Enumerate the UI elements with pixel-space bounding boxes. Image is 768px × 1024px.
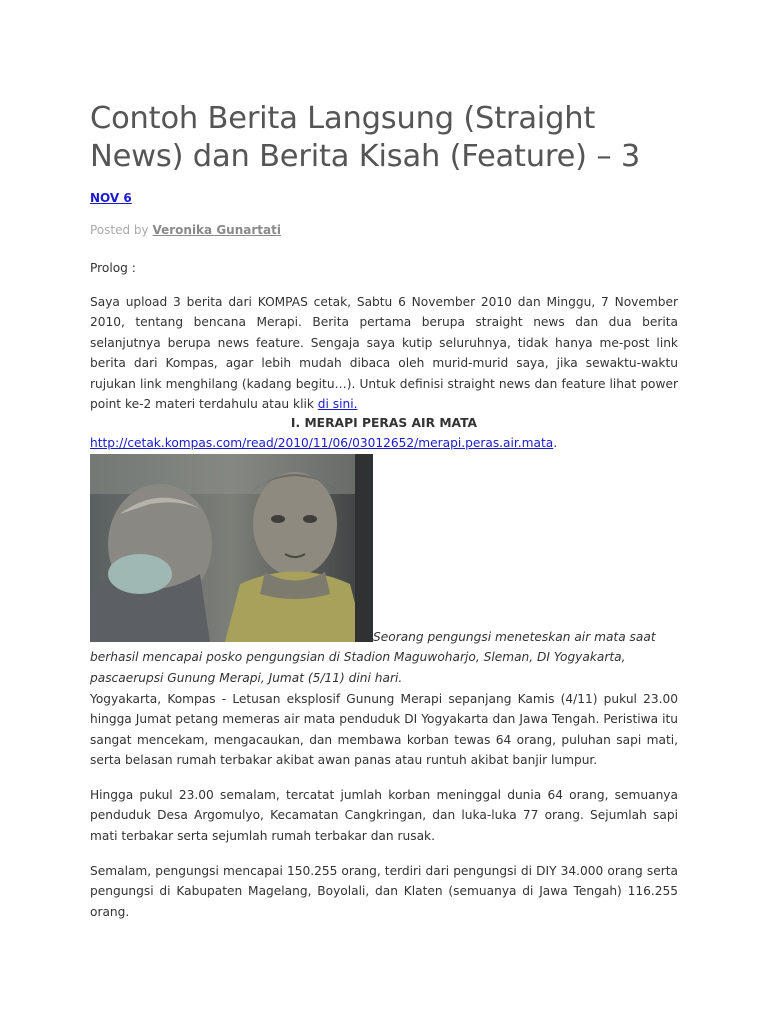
intro-paragraph <box>90 292 678 414</box>
posted-by-label: Posted by <box>90 223 149 237</box>
source-url-suffix: . <box>553 436 558 450</box>
article-title: Contoh Berita Langsung (Straight News) dan Berita Kisah (Feature) – 3 <box>90 101 641 174</box>
intro-text: Saya upload 3 berita dari KOMPAS cetak, Sabtu 6 November 2010 dan Minggu, 7 November 2010, tentang bencana Merapi. Berita pertama berupa straight news dan dua berita selanjutnya berupa news feature. Sengaja saya kutip seluruhnya, tidak hanya me-post link berita dari Kompas, agar lebih mudah dibaca oleh murid-murid saya, jika sewaktu-waktu rujukan link menghilang (kadang begitu…). Untuk definisi straight news dan feature lihat power point ke-2 materi terdahulu atau klik <box>90 295 678 412</box>
photo-caption-text: Seorang pengungsi meneteskan air mata saat berhasil mencapai posko pengungsian di Stadion Maguwoharjo, Sleman, DI Yogyakarta, pascaerupsi Gunung Merapi, Jumat (5/11) dini hari. <box>90 630 656 685</box>
news-photo-illustration <box>90 454 373 642</box>
source-link-line <box>90 436 557 450</box>
post-date-link[interactable]: NOV 6 <box>90 191 132 205</box>
intro-here-link[interactable]: di sini. <box>317 397 358 412</box>
article-paragraph: Semalam, pengungsi mencapai 150.255 orang, terdiri dari pengungsi di DIY 34.000 orang serta pengungsi di Kabupaten Magelang, Boyolali, dan Klaten (semuanya di Jawa Tengah) 116.255 orang. <box>90 864 678 919</box>
news-photo <box>90 454 373 642</box>
author-link[interactable]: Veronika Gunartati <box>152 223 281 237</box>
source-url-link[interactable]: http://cetak.kompas.com/read/2010/11/06/03012652/merapi.peras.air.mata <box>90 436 554 450</box>
section-heading: I. MERAPI PERAS AIR MATA <box>290 416 478 430</box>
prolog-label: Prolog : <box>90 261 136 275</box>
article-paragraph: Hingga pukul 23.00 semalam, tercatat jumlah korban meninggal dunia 64 orang, semuanya penduduk Desa Argomulyo, Kecamatan Cangkringan, dan luka-luka 77 orang. Sejumlah sapi mati terbakar serta sejumlah rumah terbakar dan rusak. <box>90 788 678 843</box>
article-paragraph: Yogyakarta, Kompas - Letusan eksplosif Gunung Merapi sepanjang Kamis (4/11) pukul 23.00 hingga Jumat petang memeras air mata penduduk DI Yogyakarta dan Jawa Tengah. Peristiwa itu sangat mencekam, mengacaukan, dan membawa korban tewas 64 orang, puluhan sapi mati, serta belasan rumah terbakar akibat awan panas atau runtuh akibat banjir lumpur. <box>90 692 678 768</box>
post-byline <box>90 223 281 237</box>
photo-caption <box>90 627 678 688</box>
